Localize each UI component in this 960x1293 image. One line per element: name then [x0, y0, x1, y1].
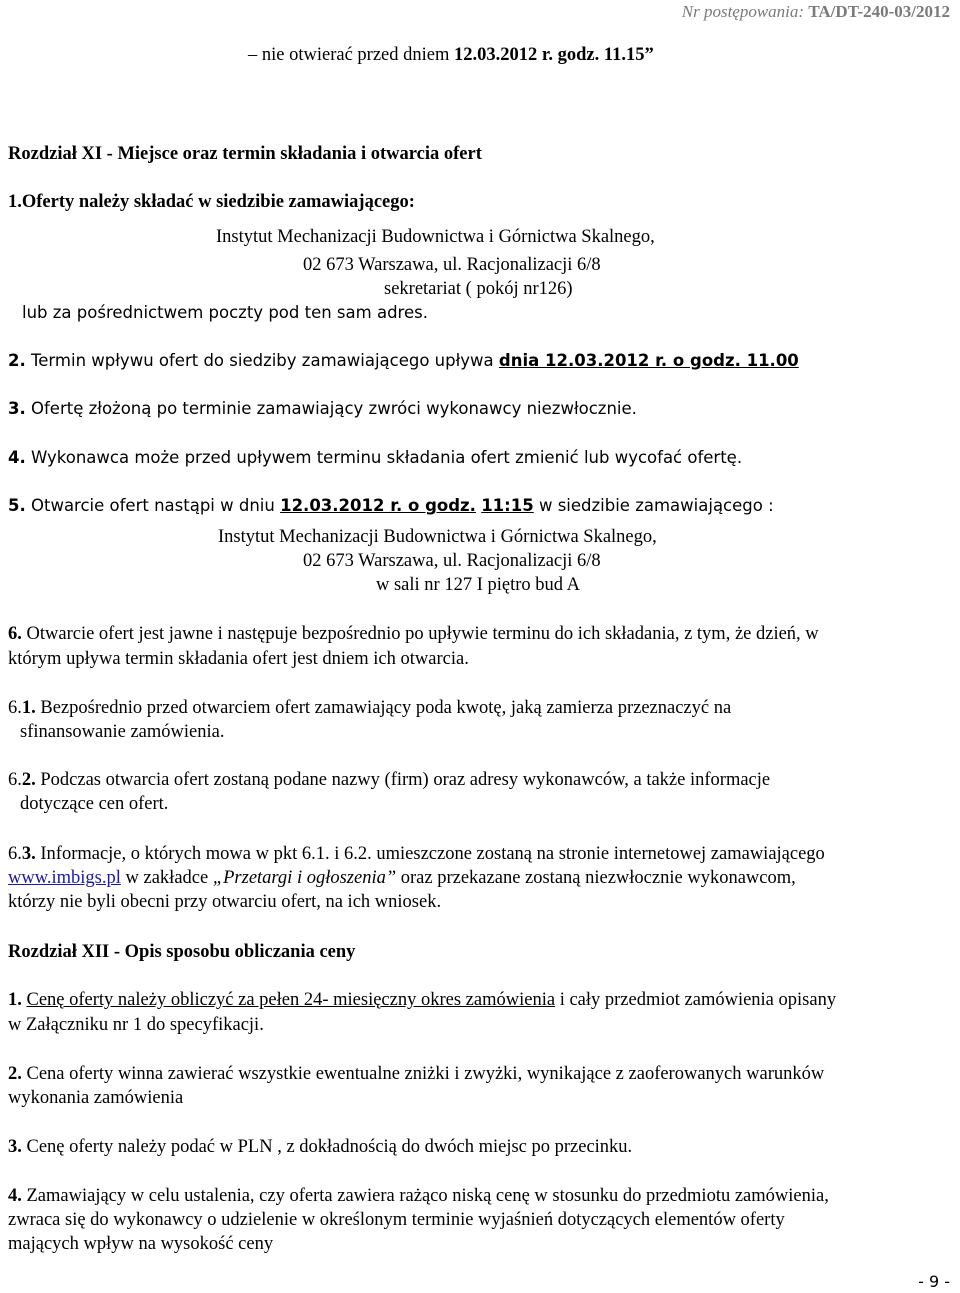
ch12-p4-line1 [8, 1185, 829, 1207]
ch12-p4-text: Zamawiający w celu ustalenia, czy oferta zawiera rażąco niską cenę w stosunku do przedmiotu zamówienia, [21, 1186, 829, 1206]
ch12-p1-rest: i cały przedmiot zamówienia opisany [555, 990, 837, 1010]
chapter-11-title: Rozdział XI - Miejsce oraz termin składania i otwarcia ofert [8, 144, 482, 164]
do-not-open-prefix: – nie otwierać przed dniem [248, 45, 454, 65]
ch12-p4-line2: zwraca się do wykonawcy o udzielenie w określonym terminie wyjaśnień dotyczących elementów oferty [8, 1210, 785, 1230]
ch12-p4-line3: mających wpływ na wysokość ceny [8, 1234, 274, 1254]
ch11-p5-room: w sali nr 127 I piętro bud A [376, 575, 580, 595]
ch11-p62-text: Podczas otwarcia ofert zostaną podane nazwy (firm) oraz adresy wykonawców, a także informacje [35, 770, 771, 790]
procedure-number-header [682, 1, 950, 23]
ch11-p5 [8, 495, 774, 517]
ch12-p1-line1 [8, 989, 836, 1011]
page-number: - 9 - [918, 1272, 950, 1291]
ch11-p1-secretariat: sekretariat ( pokój nr126) [384, 279, 573, 299]
ch11-p4-num: 4. [8, 448, 26, 467]
ch11-p62-num-a: 6. [8, 770, 22, 790]
ch12-p4-num: 4. [8, 1186, 22, 1206]
ch11-p61-num-b: 1. [21, 698, 36, 718]
ch11-p5-text: Otwarcie ofert nastąpi w dniu [25, 496, 281, 515]
ch11-p2-num: 2. [8, 351, 26, 370]
ch11-p63-line1 [8, 843, 825, 865]
ch11-p63-rest: oraz przekazane zostaną niezwłocznie wykonawcom, [396, 868, 796, 888]
ch11-p3 [8, 398, 637, 420]
ch11-p63-text: Informacje, o których mowa w pkt 6.1. i 6.2. umieszczone zostaną na stronie internetowej zamawiającego [35, 844, 825, 864]
ch11-p63-tab-name: „Przetargi i ogłoszenia” [212, 868, 397, 888]
ch11-p62-line2: dotyczące cen ofert. [20, 794, 169, 814]
ch11-p2 [8, 350, 799, 372]
ch11-p1-institute: Instytut Mechanizacji Budownictwa i Górnictwa Skalnego, [216, 227, 655, 247]
ch11-p63-num-b: 3. [21, 844, 36, 864]
ch11-p61-text: Bezpośrednio przed otwarciem ofert zamawiający poda kwotę, jaką zamierza przeznaczyć na [35, 698, 732, 718]
procedure-number-value: TA/DT-240-03/2012 [808, 2, 950, 21]
ch11-p6-line2: którym upływa termin składania ofert jest dniem ich otwarcia. [8, 649, 469, 669]
procedure-number-label: Nr postępowania: [681, 2, 805, 21]
ch12-p2-num: 2. [8, 1064, 22, 1084]
ch11-p6-line1 [8, 623, 819, 645]
ch11-p5-address: 02 673 Warszawa, ul. Racjonalizacji 6/8 [303, 551, 601, 571]
ch11-p2-text: Termin wpływu ofert do siedziby zamawiającego upływa [25, 351, 499, 370]
ch11-p5-time: 11:15 [481, 496, 534, 515]
ch11-p62-num-b: 2. [21, 770, 36, 790]
ch11-p6-text: Otwarcie ofert jest jawne i następuje bezpośrednio po upływie terminu do ich składania, z tym, że dzień, w [21, 624, 819, 644]
ch12-p1-num: 1. [8, 990, 22, 1010]
ch11-p5-date: 12.03.2012 r. o godz. [280, 496, 476, 515]
ch12-p2-text: Cena oferty winna zawierać wszystkie ewentualne zniżki i zwyżki, wynikające z zaoferowanych warunków [21, 1064, 825, 1084]
ch12-p2-line2: wykonania zamówienia [8, 1088, 184, 1108]
do-not-open-note [248, 44, 654, 66]
ch11-p61-line2: sfinansowanie zamówienia. [20, 722, 225, 742]
ch11-p3-text: Ofertę złożoną po terminie zamawiający zwróci wykonawcy niezwłocznie. [25, 399, 637, 418]
ch11-p61-line1 [8, 697, 731, 719]
ch11-p6-num: 6. [8, 624, 22, 644]
ch11-p63-line2 [8, 867, 796, 889]
ch12-p1-underlined: Cenę oferty należy obliczyć za pełen 24- miesięczny okres zamówienia [26, 990, 556, 1010]
ch12-p1-line2: w Załączniku nr 1 do specyfikacji. [8, 1015, 264, 1035]
ch11-p1-post: lub za pośrednictwem poczty pod ten sam adres. [22, 303, 428, 322]
ch12-p3-text: Cenę oferty należy podać w PLN , z dokładnością do dwóch miejsc po przecinku. [21, 1137, 633, 1157]
ch11-p4 [8, 447, 742, 469]
ch11-p63-line3: którzy nie byli obecni przy otwarciu ofert, na ich wniosek. [8, 892, 442, 912]
ch11-p1-intro-text: 1.Oferty należy składać w siedzibie zamawiającego: [8, 192, 415, 212]
ch11-p63-mid: w zakładce [120, 868, 213, 888]
ch11-p3-num: 3. [8, 399, 26, 418]
ch11-p61-num-a: 6. [8, 698, 22, 718]
ch11-p63-num-a: 6. [8, 844, 22, 864]
ch11-p5-institute: Instytut Mechanizacji Budownictwa i Górnictwa Skalnego, [218, 527, 657, 547]
chapter-12-title: Rozdział XII - Opis sposobu obliczania ceny [8, 942, 356, 962]
ch11-p4-text: Wykonawca może przed upływem terminu składania ofert zmienić lub wycofać ofertę. [25, 448, 743, 467]
ch12-p2-line1 [8, 1063, 824, 1085]
ch11-p1-address: 02 673 Warszawa, ul. Racjonalizacji 6/8 [303, 255, 601, 275]
ch11-p1-intro [8, 191, 415, 213]
do-not-open-date: 12.03.2012 r. godz. 11.15” [453, 45, 654, 65]
ch12-p3 [8, 1136, 632, 1158]
ch11-p5-rest: w siedzibie zamawiającego : [533, 496, 774, 515]
imbigs-website-link[interactable]: www.imbigs.pl [8, 868, 121, 888]
ch11-p5-num: 5. [8, 496, 26, 515]
ch12-p3-num: 3. [8, 1137, 22, 1157]
ch11-p62-line1 [8, 769, 770, 791]
ch11-p2-deadline: dnia 12.03.2012 r. o godz. 11.00 [498, 351, 799, 370]
